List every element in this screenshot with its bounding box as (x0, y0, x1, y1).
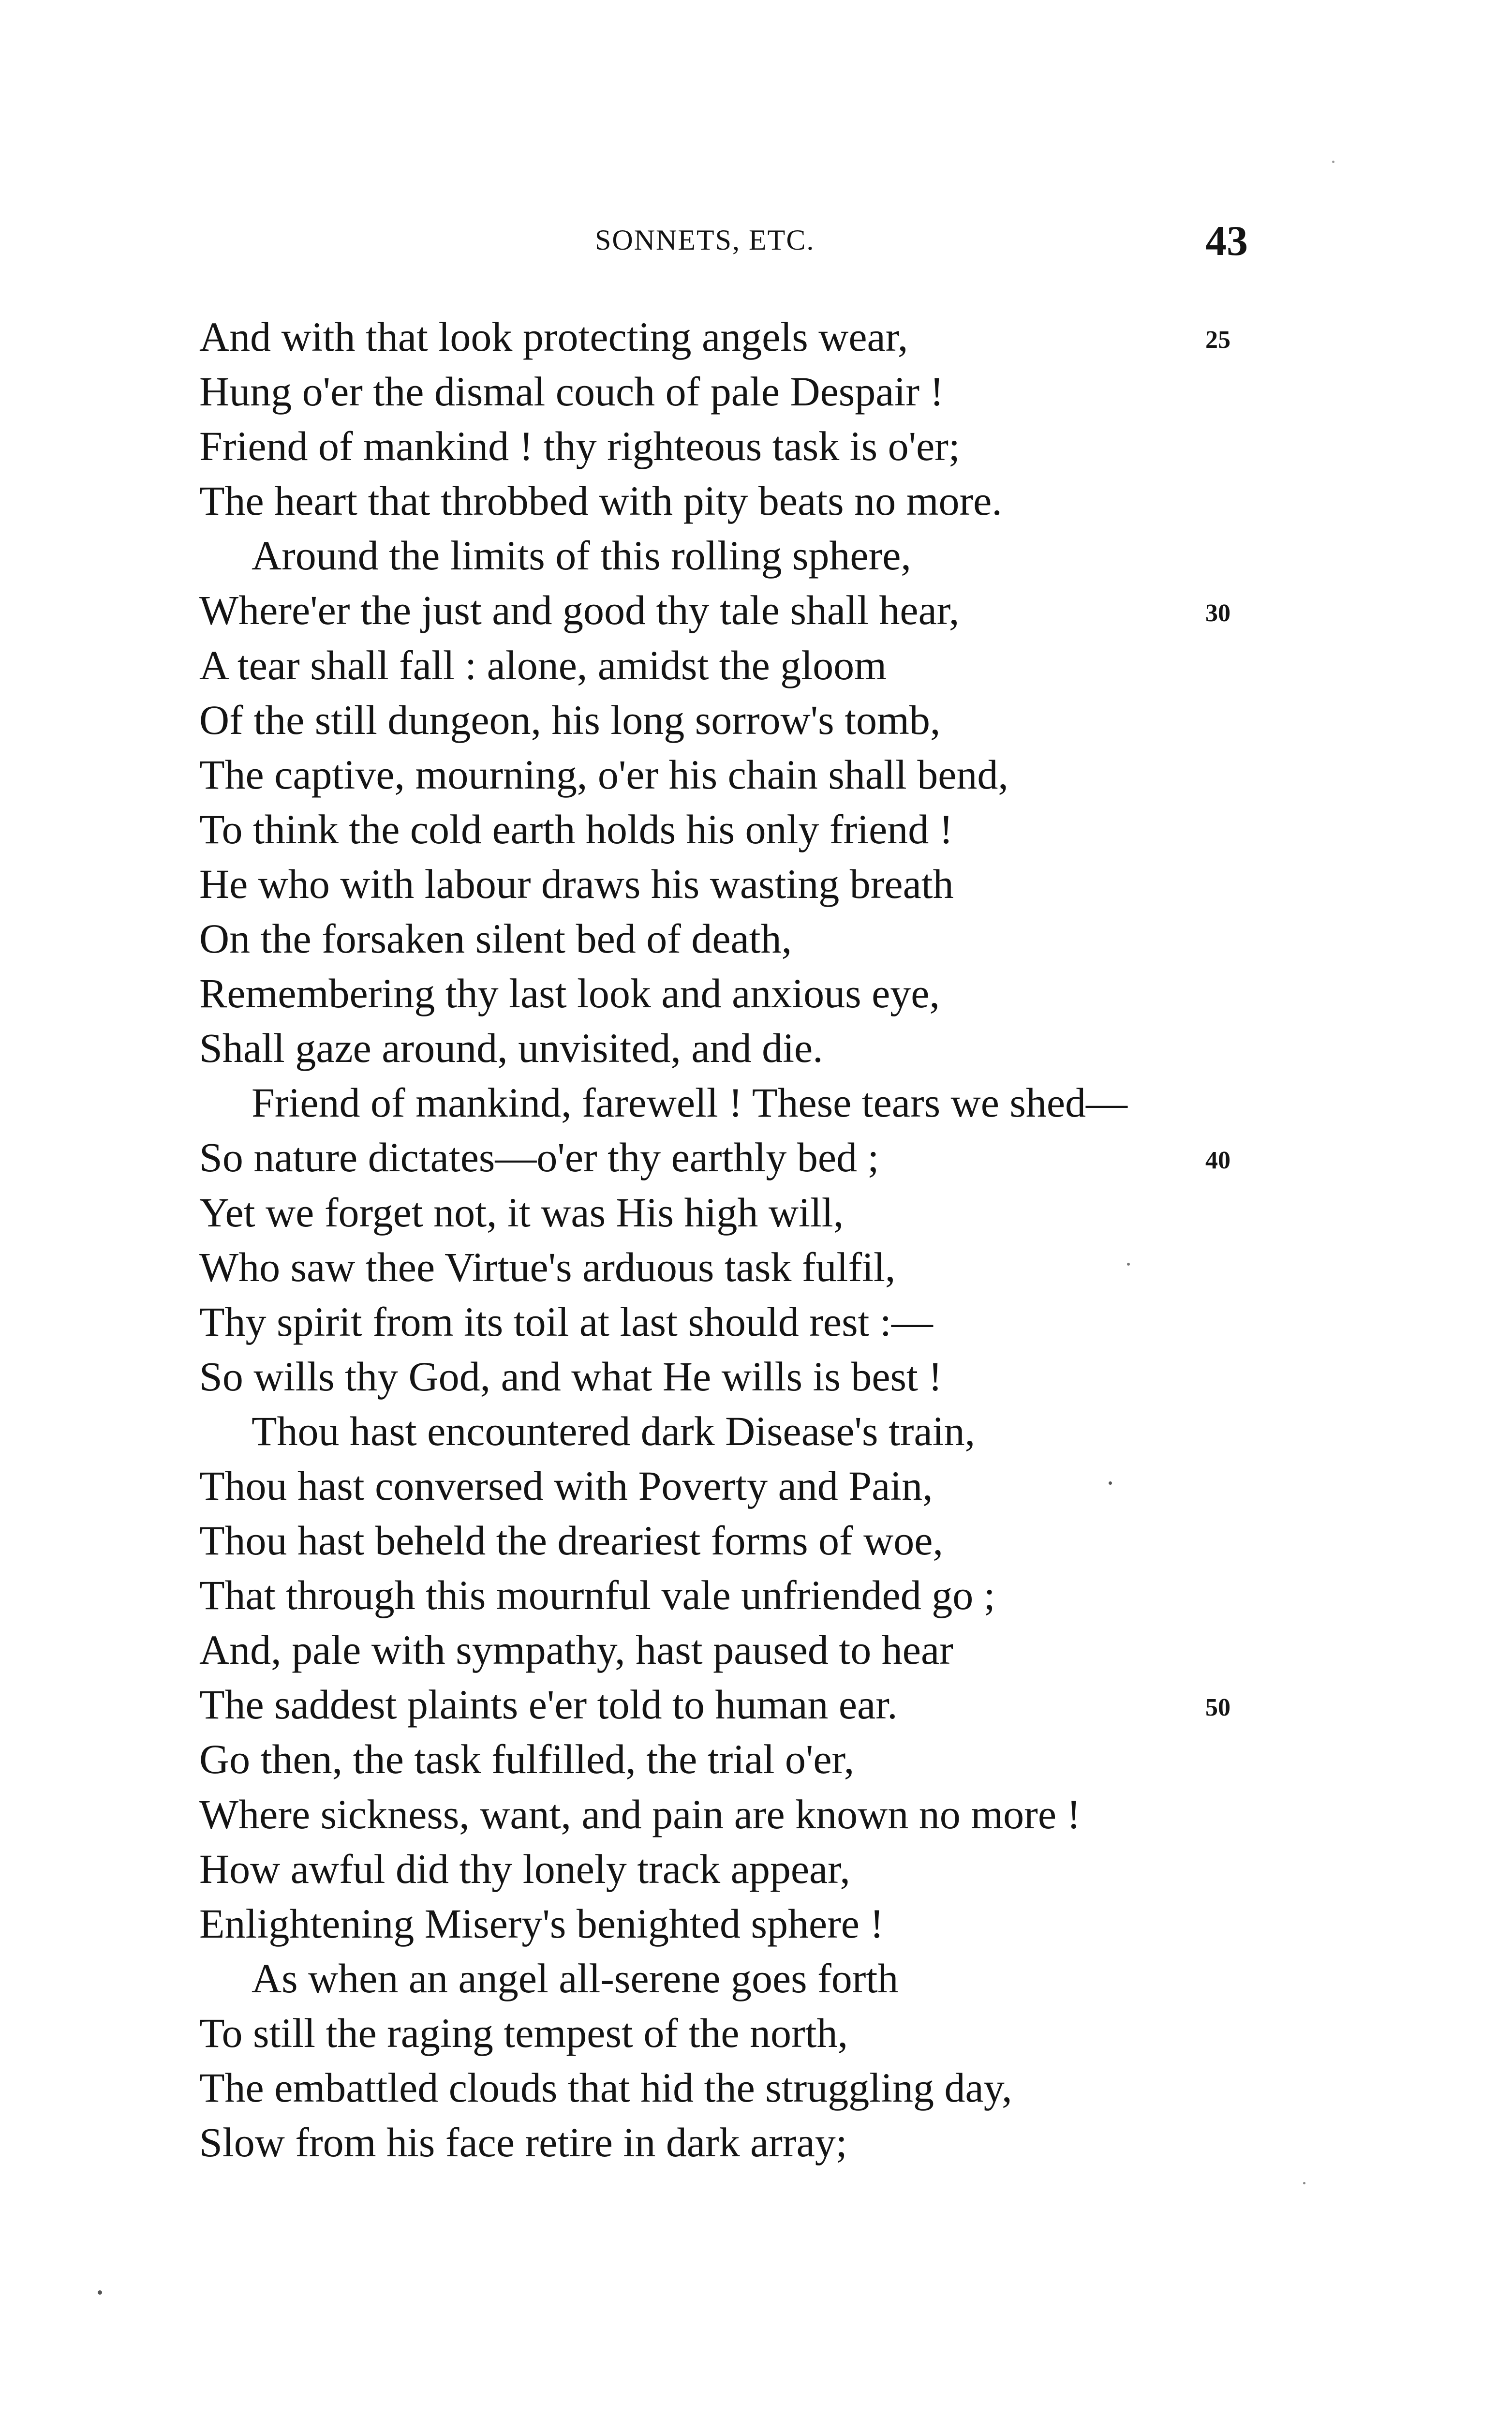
paper-speck (1127, 1263, 1130, 1266)
poem-line-text: Thou hast beheld the dreariest forms of woe, (199, 1517, 943, 1564)
poem-line-text: Remembering thy last look and anxious eye, (199, 970, 940, 1017)
poem-line (199, 1787, 1283, 1842)
poem-line (199, 1349, 1283, 1404)
poem-line (199, 528, 1283, 583)
poem-line-text: Where sickness, want, and pain are known no more ! (199, 1791, 1081, 1837)
poem-line-text: The saddest plaints e'er told to human ear. (199, 1681, 898, 1728)
poem-line (199, 2006, 1283, 2061)
poem-line-text: Go then, the task fulfilled, the trial o'er, (199, 1736, 855, 1783)
poem-line-text: How awful did thy lonely track appear, (199, 1845, 850, 1892)
poem-body (199, 310, 1283, 2170)
poem-line (199, 1075, 1283, 1130)
poem-line-text: Enlightening Misery's benighted sphere ! (199, 1900, 884, 1947)
poem-line-text: Slow from his face retire in dark array; (199, 2119, 847, 2166)
poem-line-text: So wills thy God, and what He wills is best ! (199, 1353, 942, 1400)
poem-line (199, 1240, 1283, 1295)
poem-line (199, 1842, 1283, 1896)
line-number: 25 (1205, 326, 1230, 354)
poem-line (199, 1295, 1283, 1349)
poem-line (199, 966, 1283, 1021)
poem-line-text: Friend of mankind ! thy righteous task is o'er; (199, 423, 960, 470)
poem-line-text: That through this mournful vale unfriended go ; (199, 1572, 995, 1619)
poem-line-text: Thy spirit from its toil at last should rest :— (199, 1298, 933, 1345)
running-title: SONNETS, ETC. (595, 224, 815, 256)
poem-line (199, 693, 1283, 747)
poem-line (199, 1623, 1283, 1677)
poem-line (199, 1130, 1283, 1185)
poem-line-text: So nature dictates—o'er thy earthly bed ; (199, 1134, 879, 1181)
paper-speck (98, 2290, 102, 2295)
poem-line-text: The heart that throbbed with pity beats no more. (199, 478, 1002, 524)
poem-line-text: Who saw thee Virtue's arduous task fulfil, (199, 1243, 896, 1290)
poem-line-text: He who with labour draws his wasting breath (199, 860, 954, 907)
paper-speck (1332, 161, 1334, 163)
poem-line-text: On the forsaken silent bed of death, (199, 915, 792, 962)
poem-line-text: Hung o'er the dismal couch of pale Despair ! (199, 368, 944, 415)
poem-line (199, 419, 1283, 474)
poem-line-text: The embattled clouds that hid the struggling day, (199, 2064, 1012, 2111)
poem-line-text: Shall gaze around, unvisited, and die. (199, 1025, 823, 1072)
poem-line (199, 747, 1283, 802)
poem-line (199, 802, 1283, 857)
page-number: 43 (1205, 218, 1248, 265)
poem-line-text: Friend of mankind, farewell ! These tears we shed— (252, 1079, 1127, 1126)
poem-line-text: Thou hast encountered dark Disease's train, (252, 1407, 976, 1454)
poem-line (199, 1568, 1283, 1623)
poem-line-text: And, pale with sympathy, hast paused to hear (199, 1627, 953, 1673)
poem-line-text: Around the limits of this rolling sphere, (252, 532, 911, 579)
poem-line-text: Thou hast conversed with Poverty and Pain, (199, 1462, 933, 1509)
poem-line-text: And with that look protecting angels wear, (199, 314, 908, 360)
poem-line (199, 2115, 1283, 2170)
poem-line-text: To think the cold earth holds his only friend ! (199, 806, 953, 852)
poem-line (199, 1021, 1283, 1075)
poem-line (199, 857, 1283, 911)
poem-line-text: As when an angel all-serene goes forth (252, 1955, 899, 2001)
poem-line (199, 1185, 1283, 1240)
poem-line (199, 1732, 1283, 1787)
poem-line-text: Yet we forget not, it was His high will, (199, 1189, 844, 1236)
poem-line (199, 474, 1283, 528)
poem-line-text: The captive, mourning, o'er his chain shall bend, (199, 751, 1008, 798)
poem-line (199, 1951, 1283, 2006)
poem-line (199, 638, 1283, 693)
poem-line (199, 1459, 1283, 1513)
line-number: 30 (1205, 599, 1230, 627)
poem-line-text: A tear shall fall : alone, amidst the gloom (199, 642, 887, 688)
paper-speck (1303, 2182, 1305, 2184)
poem-line (199, 310, 1283, 364)
poem-line-text: Where'er the just and good thy tale shall hear, (199, 587, 960, 634)
poem-line (199, 911, 1283, 966)
paper-speck (1109, 1481, 1112, 1485)
poem-line-text: Of the still dungeon, his long sorrow's tomb, (199, 696, 941, 743)
poem-line (199, 583, 1283, 638)
line-number: 50 (1205, 1694, 1230, 1722)
poem-line (199, 1513, 1283, 1568)
poem-line (199, 1404, 1283, 1459)
poem-line-text: To still the raging tempest of the north, (199, 2009, 848, 2056)
poem-line (199, 2061, 1283, 2115)
poem-line (199, 1677, 1283, 1732)
line-number: 40 (1205, 1147, 1230, 1175)
poem-line (199, 1896, 1283, 1951)
poem-line (199, 364, 1283, 419)
